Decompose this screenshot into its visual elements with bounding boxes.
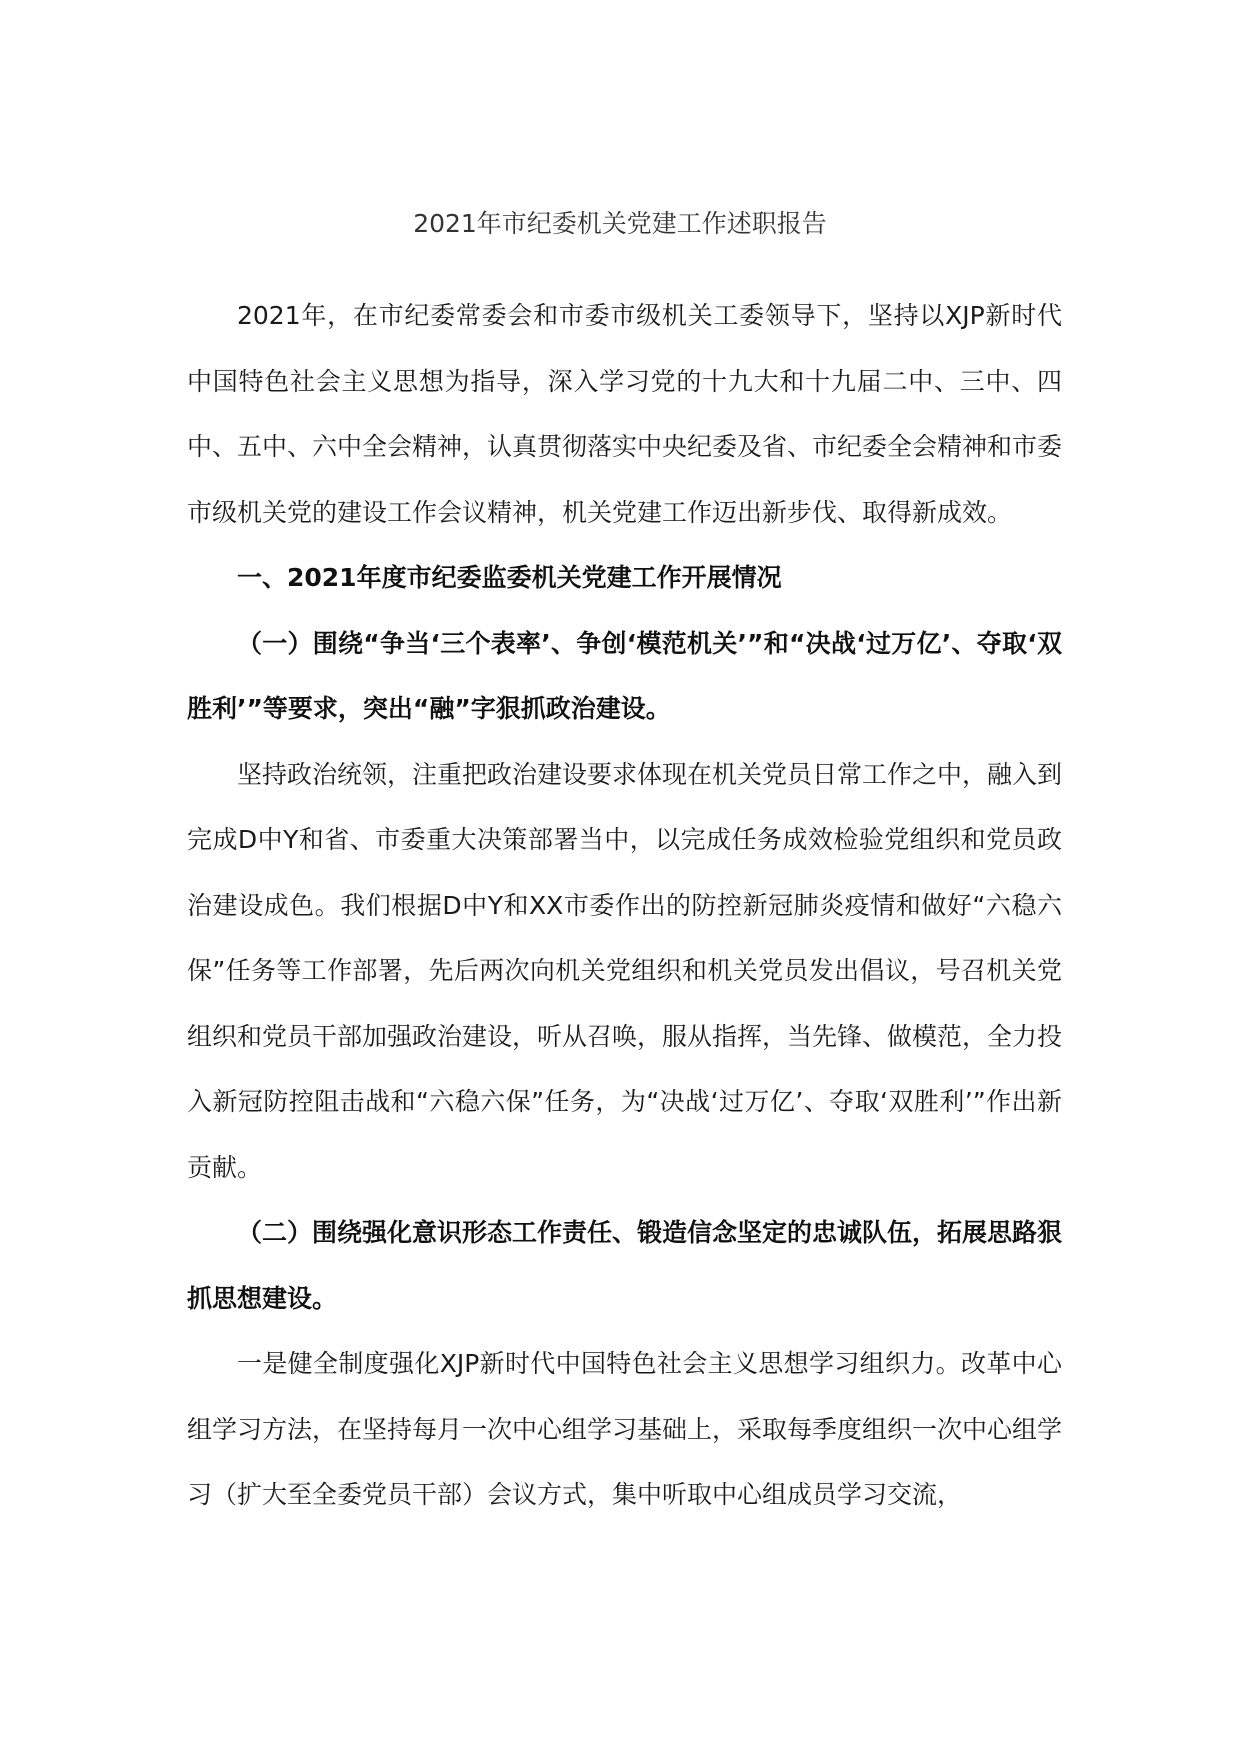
subsection-heading-1: （一）围绕“争当‘三个表率’、争创‘模范机关’”和“决战‘过万亿’、夺取‘双胜利’”等要求，突出“融”字狠抓政治建设。	[187, 628, 1062, 723]
subsection-heading-2: （二）围绕强化意识形态工作责任、锻造信念坚定的忠诚队伍，拓展思路狠抓思想建设。	[187, 1218, 1063, 1313]
intro-paragraph: 2021年，在市纪委常委会和市委市级机关工委领导下，坚持以XJP新时代中国特色社会主义思想为指导，深入学习党的十九大和十九届二中、三中、四中、五中、六中全会精神，认真贯彻落实中央纪委及省、市纪委全会精神和市委市级机关党的建设工作会议精神，机关党建工作迈出新步伐、取得新成效。	[187, 301, 1063, 527]
body-paragraph-1: 坚持政治统领，注重把政治建设要求体现在机关党员日常工作之中，融入到完成D中Y和省、市委重大决策部署当中，以完成任务成效检验党组织和党员政治建设成色。我们根据D中Y和XX市委作出的防控新冠肺炎疫情和做好“六稳六保”任务等工作部署，先后两次向机关党组织和机关党员发出倡议，号召机关党组织和党员干部加强政治建设，听从召唤，服从指挥，当先锋、做模范，全力投入新冠防控阻击战和“六稳六保”任务，为“决战‘过万亿’、夺取‘双胜利’”作出新贡献。	[187, 759, 1063, 1182]
section-heading-1: 一、2021年度市纪委监委机关党建工作开展情况	[237, 563, 782, 592]
document-body	[187, 283, 1062, 1528]
body-paragraph-2: 一是健全制度强化XJP新时代中国特色社会主义思想学习组织力。改革中心组学习方法，在坚持每月一次中心组学习基础上，采取每季度组织一次中心组学习（扩大至全委党员干部）会议方式，集中听取中心组成员学习交流，	[187, 1349, 1063, 1509]
document-title: 2021年市纪委机关党建工作述职报告	[413, 209, 827, 238]
